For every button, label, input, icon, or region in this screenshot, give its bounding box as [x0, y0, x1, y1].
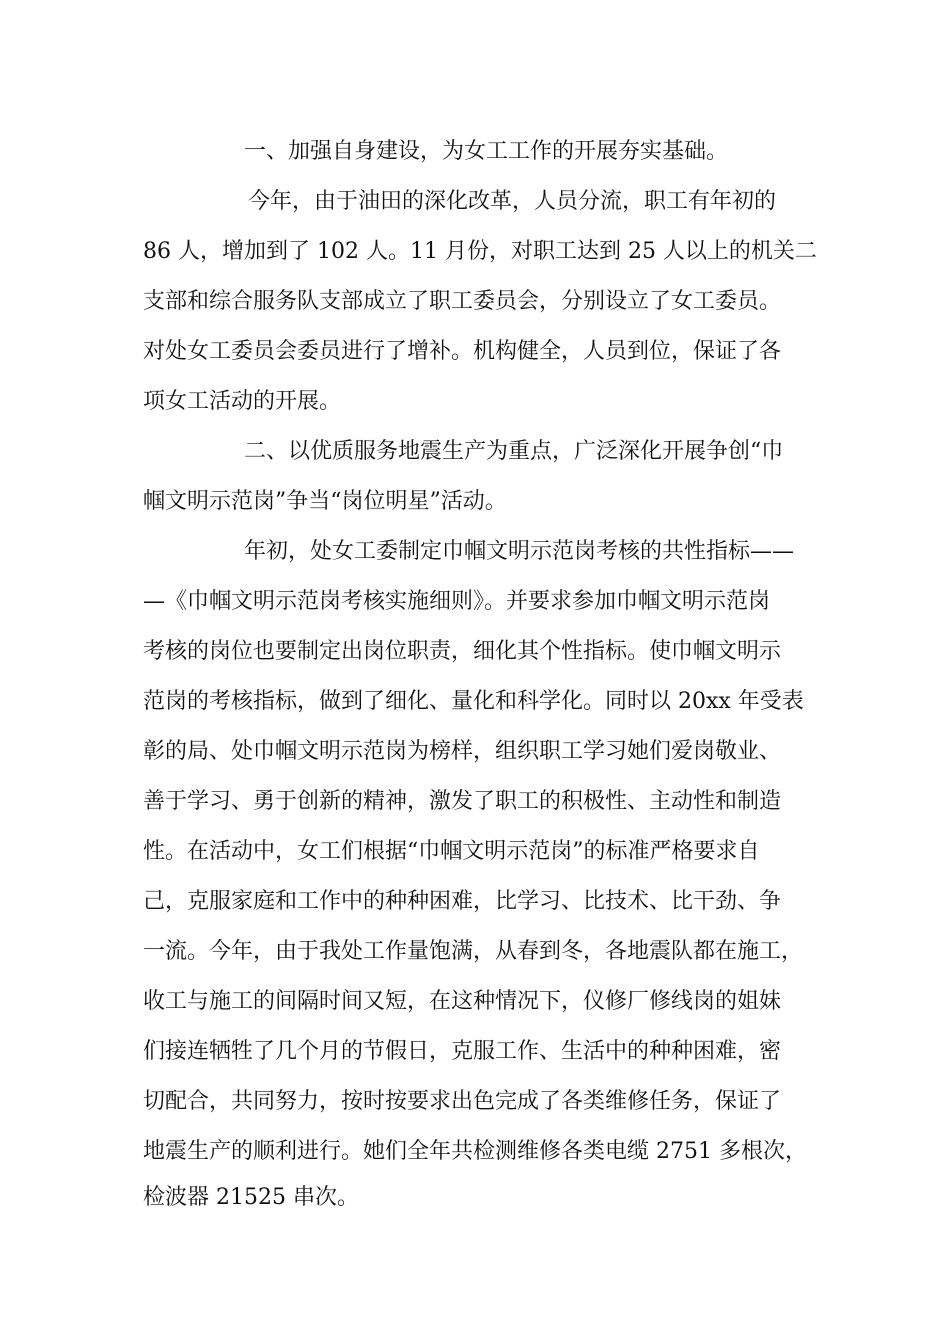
section-2-heading-line: 帼文明示范岗”争当“岗位明星”活动。	[143, 489, 507, 514]
paragraph-1-line: 支部和综合服务队支部成立了职工委员会，分别设立了女工委员。	[143, 289, 782, 314]
paragraph-2-line: 性。在活动中，女工们根据“巾帼文明示范岗”的标准严格要求自	[143, 839, 760, 864]
paragraph-1-line: 今年，由于油田的深化改革，人员分流，职工有年初的	[248, 189, 777, 214]
paragraph-2-line: 年初，处女工委制定巾帼文明示范岗考核的共性指标——	[244, 539, 795, 564]
paragraph-2-line: 一流。今年，由于我处工作量饱满，从春到冬，各地震队都在施工，	[143, 939, 804, 964]
paragraph-2-line: 切配合，共同努力，按时按要求出色完成了各类维修任务，保证了	[143, 1089, 782, 1114]
paragraph-2-line: 地震生产的顺利进行。她们全年共检测维修各类电缆 2751 多根次，	[143, 1139, 807, 1164]
paragraph-2-line: 检波器 21525 串次。	[143, 1185, 359, 1210]
section-2-heading-line: 二、以优质服务地震生产为重点，广泛深化开展争创“巾	[244, 439, 784, 464]
paragraph-2-line: 收工与施工的间隔时间又短，在这种情况下，仪修厂修线岗的姐妹	[143, 989, 782, 1014]
paragraph-1-line: 对处女工委员会委员进行了增补。机构健全，人员到位，保证了各	[143, 339, 782, 364]
paragraph-2-line: 己，克服家庭和工作中的种种困难，比学习、比技术、比干劲、争	[143, 889, 782, 914]
paragraph-2-line: 彰的局、处巾帼文明示范岗为榜样，组织职工学习她们爱岗敬业、	[143, 739, 782, 764]
paragraph-2-line: 考核的岗位也要制定出岗位职责，细化其个性指标。使巾帼文明示	[143, 639, 782, 664]
paragraph-2-line: 善于学习、勇于创新的精神，激发了职工的积极性、主动性和制造	[143, 789, 782, 814]
paragraph-1-line: 86 人，增加到了 102 人。11 月份，对职工达到 25 人以上的机关二	[143, 239, 817, 264]
paragraph-1-line: 项女工活动的开展。	[143, 389, 342, 414]
paragraph-2-line: 范岗的考核指标，做到了细化、量化和科学化。同时以 20xx 年受表	[143, 689, 804, 714]
paragraph-2-line: 们接连牺牲了几个月的节假日，克服工作、生活中的种种困难，密	[143, 1039, 782, 1064]
paragraph-2-line: —《巾帼文明示范岗考核实施细则》。并要求参加巾帼文明示范岗	[143, 589, 771, 614]
section-1-heading: 一、加强自身建设，为女工工作的开展夯实基础。	[244, 139, 729, 164]
